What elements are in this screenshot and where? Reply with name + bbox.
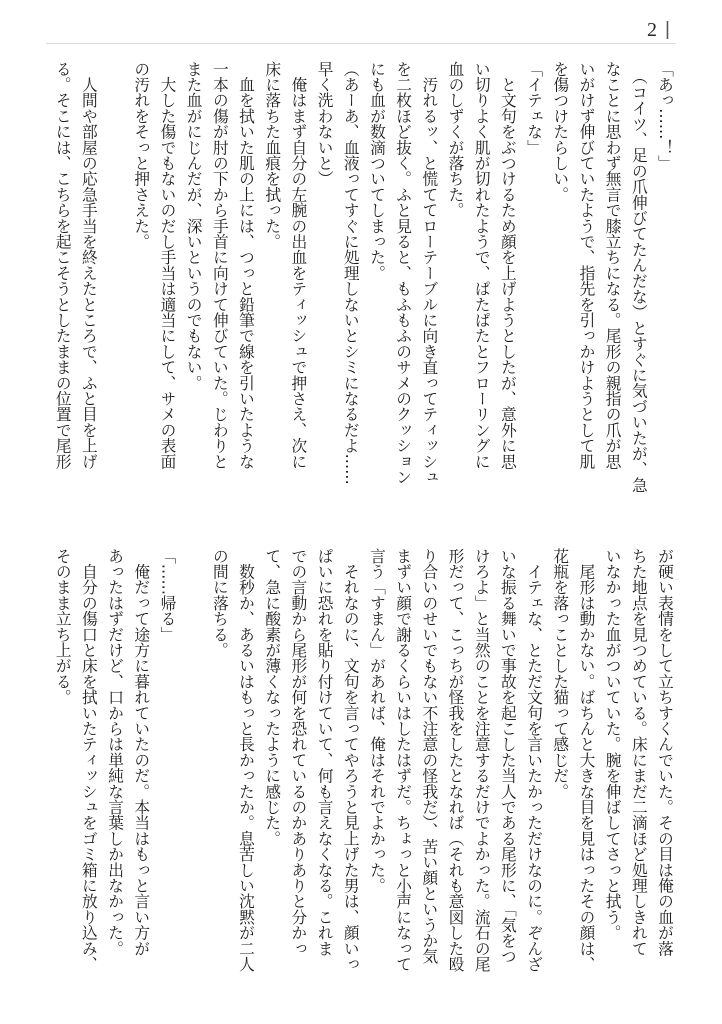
- text-column: あったはずだけど、口からは単純な言葉しか出なかった。: [106, 548, 126, 957]
- text-column: まずい顔で謝るくらいはしたはずだ。ちょっと小声になって: [394, 548, 414, 972]
- text-column: を傷つけたらしい。: [551, 61, 571, 203]
- text-column: い切りよく肌が切れたようで、ぱたぱたとフローリングに: [472, 61, 492, 470]
- text-column: 汚れるッ、と慌ててローテーブルに向き直ってティッシュ: [420, 61, 440, 485]
- text-column: り合いのせいでもない不注意の怪我だ）、苦い顔というか気: [420, 548, 440, 965]
- text-column: 床に落ちた血痕を拭った。: [263, 61, 283, 250]
- text-column: けろよ」と当然のことを注意するだけでよかった。流石の尾: [472, 548, 492, 972]
- text-column: 俺だって途方に暮れていたのだ。本当はもっと言い方が: [132, 548, 152, 957]
- text-column: 「イテェな」: [525, 61, 545, 156]
- text-column: が硬い表情をして立ちすくんでいた。その目は俺の血が落: [656, 548, 675, 957]
- text-column: 尾形は動かない。ばちんと大きな目を見はったその顔は、: [577, 548, 597, 972]
- text-column: （あーあ、血液ってすぐに処理しないとシミになるだよ……: [341, 61, 361, 485]
- text-column: 大した傷でもないのだし手当は適当にして、サメの表面: [158, 61, 178, 470]
- text-column: ちた地点を見つめている。床にまだ二滴ほど処理しきれて: [629, 548, 649, 957]
- text-column: そのまま立ち上がる。: [53, 548, 73, 705]
- page-number: 2: [647, 19, 657, 41]
- text-column: を二枚ほど抜く。ふと見ると、もふもふのサメのクッション: [394, 61, 414, 485]
- text-column: 花瓶を落っことした猫って感じだ。: [551, 548, 571, 800]
- text-column: 自分の傷口と床を拭いたティッシュをゴミ箱に放り込み、: [79, 548, 99, 972]
- text-column: の汚れをそっと押さえた。: [132, 61, 152, 250]
- text-column: 形だって、こっちが怪我をしたとなれば（それも意図した殴: [446, 548, 466, 972]
- text-column: の間に落ちる。: [210, 548, 230, 658]
- text-column: 言う「すまん」があれば、俺はそれでよかった。: [367, 548, 387, 894]
- text-column: それなのに、文句を言ってやろうと見上げた男は、顔いっ: [341, 548, 361, 972]
- page-number-separator: |: [665, 19, 670, 40]
- text-column: ぱいに恐れを貼り付けていて、何も言えなくなる。これま: [315, 548, 335, 957]
- text-column: いがけず伸びていたようで、指先を引っかけようとして肌: [577, 61, 597, 470]
- text-column: 俺はまず自分の左腕の出血をティッシュで押さえ、次に: [289, 61, 309, 470]
- header-divider: [46, 43, 676, 44]
- text-column: イテェな、とただ文句を言いたかっただけなのに。ぞんざ: [525, 548, 545, 972]
- text-column: いなかった血がついていた。腕を伸ばしてさっと拭う。: [603, 548, 623, 941]
- lower-text-tier: [50, 548, 679, 993]
- text-column: 一本の傷が肘の下から手首に向けて伸びていた。じわりと: [210, 61, 230, 470]
- text-column: 血を拭いた肌の上には、つっと鉛筆で線を引いたような: [237, 61, 256, 470]
- blank-line: [102, 61, 128, 506]
- text-column: 早く洗わないと）: [315, 61, 335, 187]
- text-column: 人間や部屋の応急手当を終えたところで、ふと目を上げ: [79, 61, 99, 470]
- text-column: また血がにじんだが、深いというのでもない。: [184, 61, 204, 391]
- text-column: 「あっ……！」: [656, 61, 675, 171]
- text-column: て、急に酸素が薄くなったように感じた。: [263, 548, 283, 847]
- text-column: での言動から尾形が何を恐れているのかありありと分かっ: [289, 548, 309, 957]
- text-column: る。そこには、こちらを起こそうとしたままの位置で尾形: [53, 61, 73, 470]
- text-column: 数秒か、あるいはもっと長かったか。息苦しい沈黙が二人: [237, 548, 256, 972]
- text-column: （コイツ、足の爪伸びてたんだな）とすぐに気づいたが、急: [629, 61, 649, 493]
- text-column: 「……帰る」: [158, 548, 178, 643]
- text-column: いな振る舞いで事故を起こした当人である尾形に、「気をつ: [498, 548, 518, 965]
- text-column: にも血が数滴ついてしまった。: [367, 61, 387, 281]
- upper-text-tier: [50, 61, 679, 506]
- text-column: なことに思わず無言で膝立ちになる。尾形の親指の爪が思: [603, 61, 623, 470]
- text-column: と文句をぶつけるため顔を上げようとしたが、意外に思: [498, 61, 518, 470]
- blank-line: [180, 548, 206, 993]
- text-column: 血のしずくが落ちた。: [446, 61, 466, 218]
